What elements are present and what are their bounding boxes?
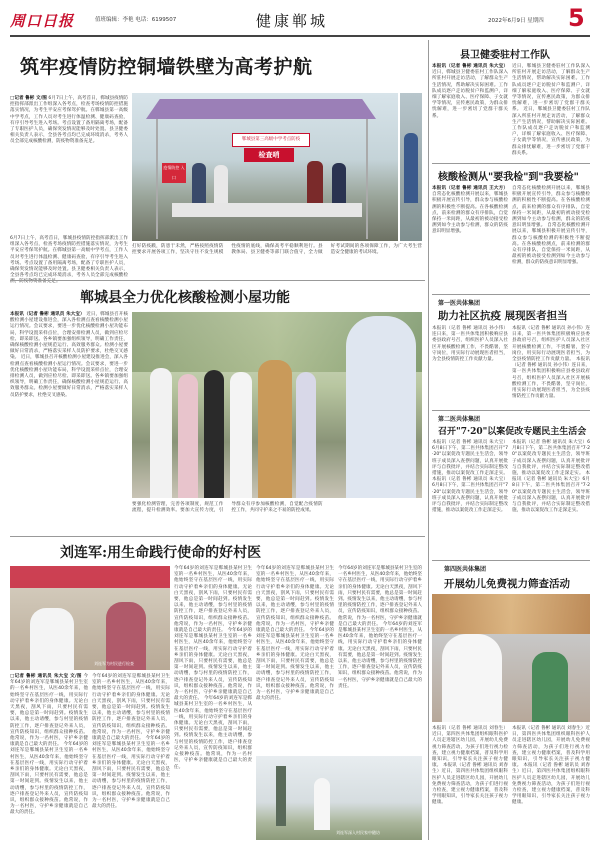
article-body-bottom: 打好防疫戳，防患于未然，严格按照疫情防控要求开展各项工作，坚决守住不发生规模性疫情的底线，确保高考平稳顺利进行。县教体局、县卫健委等部门联合值守，全力做好考试期间的各项保障工作，为广大考生营造安全健康的考试环境。 <box>132 244 422 256</box>
article-body <box>10 96 128 236</box>
article-body-col2: 自常态化核酸检测开展以来，郸城县积极开展宣传引导，群众参与核酸检测的积极性不断提高。在各核酸检测点，前来检测的群众有序排队，自觉保持一米间距，从最初的被动接受检测到如今主动参与检测，群众的防疫意识明显增强。 自常态化核酸检测开展以来，郸城县积极开展宣传引导，群众参与核酸检测的积极性不断提高。在各核酸检测点，前来检测的群众有序排队，自觉保持一米间距，从最初的被动接受检测到如今主动参与检测，群众的防疫意识明显增强。 <box>512 186 590 266</box>
inspection-group-photo <box>132 312 422 498</box>
article-body-col2: 今年64岁的刘连军是郸城县某村卫生室的一名乡村医生，从医40余年来，他始终坚守在基层医疗一线，用实际行动守护着乡亲们的身体健康。无论白天黑夜，刮风下雨，只要村民有需要，他总是第一时间赶到。疫情发生以来，他主动请缨，参与村里的疫情防控工作，逐户排查登记外来人员，宣传防疫知识，组织群众接种疫苗。他常说，作为一名村医，守护乡亲健康就是自己最大的责任。 今年64岁的刘连军是郸城县某村卫生室的一名乡村医生，从医40余年来，他始终坚守在基层医疗一线，用实际行动守护着乡亲们的身体健康。无论白天黑夜，刮风下雨，只要村民有需要，他总是第一时间赶到。疫情发生以来，他主动请缨，参与村里的疫情防控工作，逐户排查登记外来人员，宣传防疫知识，组织群众接种疫苗。他常说，作为一名村医，守护乡亲健康就是自己最大的责任。 <box>92 674 170 810</box>
article-body-continued: 6月7日上午，高考首日，郸城县疫情防控指挥部派出工作组深入各考点，检查考场疫情防控措施落实情况，为考生平安应考保驾护航。在郸城县第一高级中学考点，工作人员对考生进行体温检测、健康码查验，有序引导考生进入考场。考点设置了备用隔离考场，配备了专职医护人员，确保突发情况能够及时处置。县卫健委相关负责人表示，全县各考点均已完成环境消杀，考务人员全部完成核酸检测，防疫物资准备充足。 <box>10 236 128 285</box>
article-body-col3: 今年64岁的刘连军是郸城县某村卫生室的一名乡村医生，从医40余年来，他始终坚守在基层医疗一线，用实际行动守护着乡亲们的身体健康。无论白天黑夜，刮风下雨，只要村民有需要，他总是第一时间赶到。疫情发生以来，他主动请缨，参与村里的疫情防控工作，逐户排查登记外来人员，宣传防疫知识，组织群众接种疫苗。他常说，作为一名村医，守护乡亲健康就是自己最大的责任。 今年64岁的刘连军是郸城县某村卫生室的一名乡村医生，从医40余年来，他始终坚守在基层医疗一线，用实际行动守护着乡亲们的身体健康。无论白天黑夜，刮风下雨，只要村民有需要，他总是第一时间赶到。疫情发生以来，他主动请缨，参与村里的疫情防控工作，逐户排查登记外来人员，宣传防疫知识，组织群众接种疫苗。他常说，作为一名村医，守护乡亲健康就是自己最大的责任。 今年64岁的刘连军是郸城县某村卫生室的一名乡村医生，从医40余年来，他始终坚守在基层医疗一线，用实际行动守护着乡亲们的身体健康。无论白天黑夜，刮风下雨，只要村民有需要，他总是第一时间赶到。疫情发生以来，他主动请缨，参与村里的疫情防控工作，逐户排查登记外来人员，宣传防疫知识，组织群众接种疫苗。他常说，作为一名村医，守护乡亲健康就是自己最大的责任。 <box>174 566 252 770</box>
headline: 筑牢疫情防控铜墙铁壁为高考护航 <box>20 56 313 78</box>
article-body-col2: 本报讯（记者 鲁彬 通讯员 朱大宝）6月8日下午，第二医共体集团召开"7·20"以案促改专题民主生活会，领导班子成员深入查摆问题，认真开展批评与自我批评，并结合实际制定整改措施，推动以案促改工作走深走实。 本报讯（记者 鲁彬 通讯员 朱大宝）6月8日下午，第二医共体集团召开"7·20"以案促改专题民主生活会，领导班子成员深入查摆问题，认真开展批评与自我批评，并结合实际制定整改措施，推动以案促改工作走深走实。 <box>512 440 590 514</box>
checkpoint-sign: 检查哨 <box>244 148 294 162</box>
tent-banner: 郸城县第三高级中学考点防疫 <box>232 133 310 147</box>
article-body-bottom: 要强化检测管理，完善各项制度，规范工作流程，提升检测效率。要加大宣传力度，引导群众有序参加核酸检测，自觉配合疫情防控工作，共同守护来之不易的防控成果。 <box>132 502 323 514</box>
article-body-col2: 本报讯（记者 鲁彬 通讯员 孙小伟）连日来，第一医共体集团积极响应县委县政府号召，组织医护人员深入社区开展核酸检测工作，不畏酷暑，坚守岗位，用实际行动展现医者担当，为全县疫情防控工作贡献力量。 本报讯（记者 鲁彬 通讯员 孙小伟）连日来，第一医共体集团积极响应县委县政府号召，组织医护人员深入社区开展核酸检测工作，不畏酷暑，坚守岗位，用实际行动展现医者担当，为全县疫情防控工作贡献力量。 <box>512 326 590 400</box>
article-body: 本报讯（记者 鲁彬 通讯员 孙小伟）连日来，第一医共体集团积极响应县委县政府号召，组织医护人员深入社区开展核酸检测工作，不畏酷暑，坚守岗位，用实际行动展现医者担当，为全县疫情防控工作贡献力量。 <box>432 326 508 363</box>
article-body-col2: 本报讯（记者 鲁彬 通讯员 刘春生）近日，第四医共体集团组织眼科医护人员走进辖区幼儿园，开展幼儿免费视力筛查活动，为孩子们进行视力检查，建立视力健康档案，普及科学用眼知识，引导家长关注孩子视力健康。 本报讯（记者 鲁彬 通讯员 刘春生）近日，第四医共体集团组织眼科医护人员走进辖区幼儿园，开展幼儿免费视力筛查活动，为孩子们进行视力检查，建立视力健康档案，普及科学用眼知识，引导家长关注孩子视力健康。 <box>512 726 590 806</box>
headline: 郸城县全力优化核酸检测小屋功能 <box>80 290 290 306</box>
section-label: 第二医共体集团 <box>438 416 481 423</box>
article-body-col2: 近日，郸城县卫健委驻村工作队深入所驻村开展走访活动，了解群众生产生活情况，帮助解决实际困难。工作队成员逐户走访脱贫户和监测户，详细了解家庭收入、医疗保障、子女就学等情况，宣传惠民政策，为群众排忧解难，进一步密切了党群干群关系。 近日，郸城县卫健委驻村工作队深入所驻村开展走访活动，了解群众生产生活情况，帮助解决实际困难。工作队成员逐户走访脱贫户和监测户，详细了解家庭收入、医疗保障、子女就学等情况，宣传惠民政策，为群众排忧解难，进一步密切了党群干群关系。 <box>512 64 590 156</box>
checker-photo <box>400 93 422 241</box>
article-body: 本报讯（记者 鲁彬 通讯员 朱大宝）6月8日下午，第二医共体集团召开"7·20"以案促改专题民主生活会，领导班子成员深入查摆问题，认真开展批评与自我批评，并结合实际制定整改措施，推动以案促改工作走深走实。 本报讯（记者 鲁彬 通讯员 朱大宝）6月8日下午，第二医共体集团召开"7·20"以案促改专题民主生活会，领导班子成员深入查摆问题，认真开展批评与自我批评，并结合实际制定整改措施，推动以案促改工作走深走实。 <box>432 440 508 514</box>
article-body: 本报讯（记者 鲁彬 通讯员 朱大宝） 近日，郸城县召开核酸检测小屋建设推进会，深入各检测点查看核酸检测小屋运行情况。会议要求，要进一步优化核酸检测小屋功能布局，科学设置采样点位，合理安排检测人员，做到应检尽检、即采即送。各乡镇要加强组织领导，明确工作责任，确保核酸检测小屋规范运行、高效服务群众。检测小屋要做好日常消杀，严格落实采样人员防护要求，杜绝交叉感染。 近日，郸城县召开核酸检测小屋建设推进会，深入各检测点查看核酸检测小屋运行情况。会议要求，要进一步优化核酸检测小屋功能布局，科学设置采样点位，合理安排检测人员，做到应检尽检、即采即送。各乡镇要加强组织领导，明确工作责任，确保核酸检测小屋规范运行、高效服务群众。检测小屋要做好日常消杀，严格落实采样人员防护要求，杜绝交叉感染。 <box>10 312 128 398</box>
publish-date: 2022年6月9日 星期四 <box>488 18 544 24</box>
headline: 召开"7·20"以案促改专题民主生活会 <box>438 427 587 437</box>
photo-caption: 刘连军为村民进行检查 <box>94 661 134 666</box>
headline: 开展幼儿免费视力筛查活动 <box>444 578 570 590</box>
page-number: 5 <box>568 4 585 32</box>
article-body-col4: 今年64岁的刘连军是郸城县某村卫生室的一名乡村医生，从医40余年来，他始终坚守在基层医疗一线，用实际行动守护着乡亲们的身体健康。无论白天黑夜，刮风下雨，只要村民有需要，他总是第一时间赶到。疫情发生以来，他主动请缨，参与村里的疫情防控工作，逐户排查登记外来人员，宣传防疫知识，组织群众接种疫苗。他常说，作为一名村医，守护乡亲健康就是自己最大的责任。 今年64岁的刘连军是郸城县某村卫生室的一名乡村医生，从医40余年来，他始终坚守在基层医疗一线，用实际行动守护着乡亲们的身体健康。无论白天黑夜，刮风下雨，只要村民有需要，他总是第一时间赶到。疫情发生以来，他主动请缨，参与村里的疫情防控工作，逐户排查登记外来人员，宣传防疫知识，组织群众接种疫苗。他常说，作为一名村医，守护乡亲健康就是自己最大的责任。 <box>256 566 334 702</box>
article-body: 本报讯（记者 鲁彬 通讯员 王大方） 自常态化核酸检测开展以来，郸城县积极开展宣传引导，群众参与核酸检测的积极性不断提高。在各核酸检测点，前来检测的群众有序排队，自觉保持一米间距，从最初的被动接受检测到如今主动参与检测，群众的防疫意识明显增强。 <box>432 186 508 235</box>
photo-caption: 刘连军深入村民家中随访 <box>336 830 380 835</box>
article-body: 本报讯（记者 鲁彬 通讯员 朱大宝） 近日，郸城县卫健委驻村工作队深入所驻村开展走访活动，了解群众生产生活情况，帮助解决实际困难。工作队成员逐户走访脱贫户和监测户，详细了解家庭收入、医疗保障、子女就学等情况，宣传惠民政策，为群众排忧解难，进一步密切了党群干群关系。 <box>432 64 508 119</box>
newspaper-logo: 周口日报 <box>10 12 75 30</box>
byline: □记者 鲁彬 文/图 <box>10 96 47 101</box>
vision-screening-photo <box>432 594 590 722</box>
headline: 核酸检测从"要我检"到"我要检" <box>438 172 579 183</box>
edition-info: 值班编辑：李艳 电话：6199507 <box>95 17 177 23</box>
headline: 助力社区抗疫 展现医者担当 <box>438 310 568 322</box>
headline: 刘连军:用生命践行使命的好村医 <box>60 545 262 561</box>
doctor-exam-photo <box>10 566 170 670</box>
headline: 县卫健委驻村工作队 <box>460 50 550 61</box>
body-text: 6月7日上午，高考首日，郸城县疫情防控指挥部派出工作组深入各考点，检查考场疫情防控措施落实情况，为考生平安应考保驾护航。在郸城县第一高级中学考点，工作人员对考生进行体温检测、健康码查验，有序引导考生进入考场。考点设置了备用隔离考场，配备了专职医护人员，确保突发情况能够及时处置。县卫健委相关负责人表示，全县各考点均已完成环境消杀，考务人员全部完成核酸检测，防疫物资准备充足。 <box>10 96 128 145</box>
section-label: 第一医共体集团 <box>438 300 481 307</box>
red-entry-sign: 疫情防控 入口 <box>162 163 186 183</box>
article-body: □记者 鲁彬 通讯员 朱大宝 文/图 今年64岁的刘连军是郸城县某村卫生室的一名乡村医生，从医40余年来，他始终坚守在基层医疗一线，用实际行动守护着乡亲们的身体健康。无论白天黑夜，刮风下雨，只要村民有需要，他总是第一时间赶到。疫情发生以来，他主动请缨，参与村里的疫情防控工作，逐户排查登记外来人员，宣传防疫知识，组织群众接种疫苗。他常说，作为一名村医，守护乡亲健康就是自己最大的责任。 今年64岁的刘连军是郸城县某村卫生室的一名乡村医生，从医40余年来，他始终坚守在基层医疗一线，用实际行动守护着乡亲们的身体健康。无论白天黑夜，刮风下雨，只要村民有需要，他总是第一时间赶到。疫情发生以来，他主动请缨，参与村里的疫情防控工作，逐户排查登记外来人员，宣传防疫知识，组织群众接种疫苗。他常说，作为一名村医，守护乡亲健康就是自己最大的责任。 <box>10 674 88 816</box>
doctor-visit-photo <box>256 756 422 840</box>
article-body-col5: 今年64岁的刘连军是郸城县某村卫生室的一名乡村医生，从医40余年来，他始终坚守在基层医疗一线，用实际行动守护着乡亲们的身体健康。无论白天黑夜，刮风下雨，只要村民有需要，他总是第一时间赶到。疫情发生以来，他主动请缨，参与村里的疫情防控工作，逐户排查登记外来人员，宣传防疫知识，组织群众接种疫苗。他常说，作为一名村医，守护乡亲健康就是自己最大的责任。 今年64岁的刘连军是郸城县某村卫生室的一名乡村医生，从医40余年来，他始终坚守在基层医疗一线，用实际行动守护着乡亲们的身体健康。无论白天黑夜，刮风下雨，只要村民有需要，他总是第一时间赶到。疫情发生以来，他主动请缨，参与村里的疫情防控工作，逐户排查登记外来人员，宣传防疫知识，组织群众接种疫苗。他常说，作为一名村医，守护乡亲健康就是自己最大的责任。 <box>338 566 422 689</box>
section-label: 第四医共体集团 <box>444 566 487 573</box>
section-title: 健康郸城 <box>256 12 329 30</box>
article-body: 本报讯（记者 鲁彬 通讯员 刘春生）近日，第四医共体集团组织眼科医护人员走进辖区幼儿园，开展幼儿免费视力筛查活动，为孩子们进行视力检查，建立视力健康档案，普及科学用眼知识，引导家长关注孩子视力健康。 本报讯（记者 鲁彬 通讯员 刘春生）近日，第四医共体集团组织眼科医护人员走进辖区幼儿园，开展幼儿免费视力筛查活动，为孩子们进行视力检查，建立视力健康档案，普及科学用眼知识，引导家长关注孩子视力健康。 <box>432 726 508 806</box>
exam-checkpoint-photo <box>132 93 398 241</box>
